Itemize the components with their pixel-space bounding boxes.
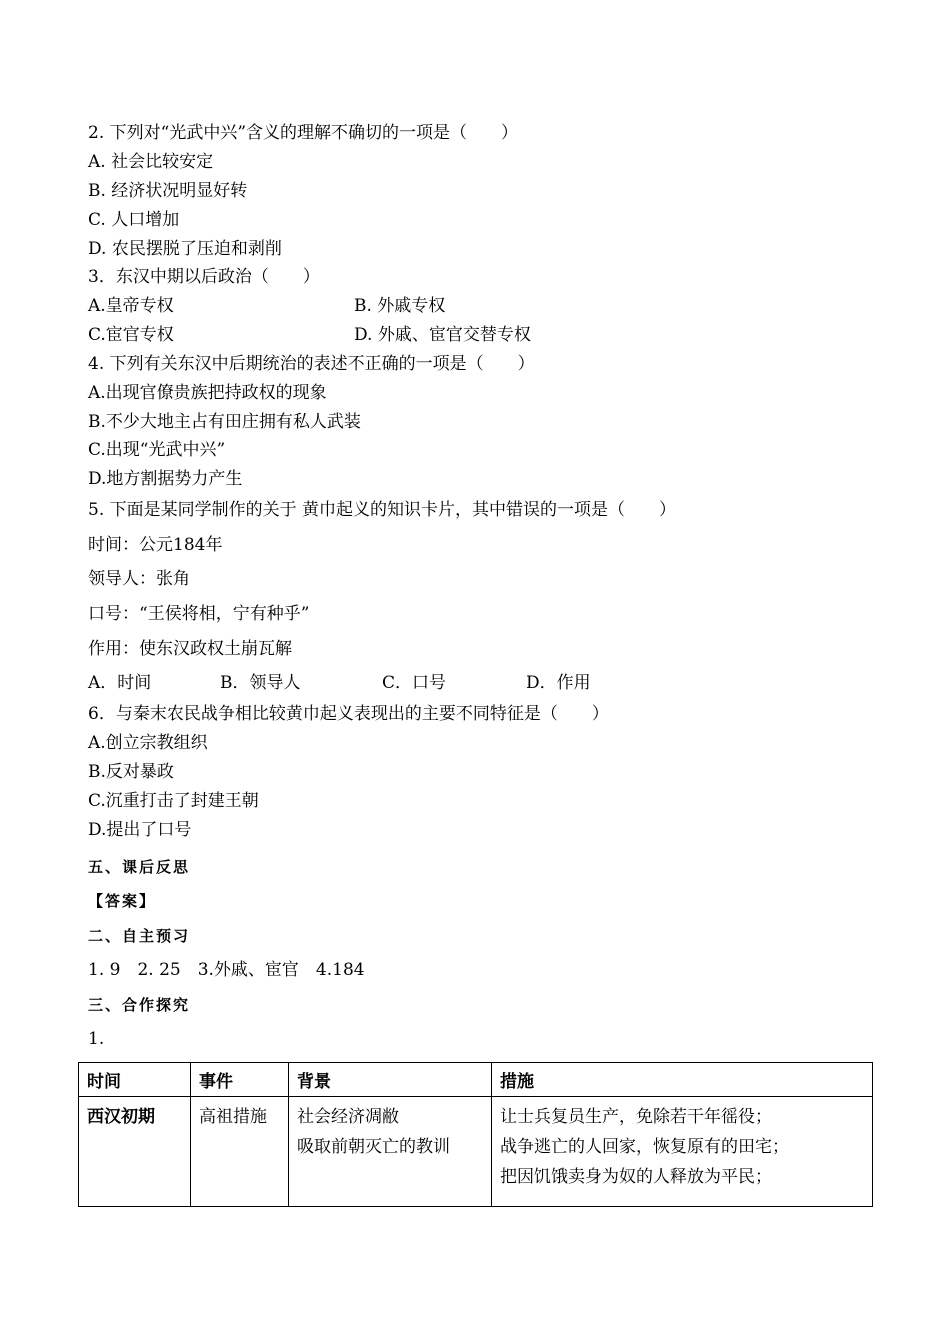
question-4-option-d: D.地方割据势力产生 — [88, 469, 243, 489]
knowledge-card-effect: 作用：使东汉政权土崩瓦解 — [88, 639, 292, 659]
question-5-option-b: B．领导人 — [220, 673, 301, 693]
background-line-2: 吸取前朝灭亡的教训 — [297, 1137, 450, 1157]
question-6-option-b: B.反对暴政 — [88, 762, 174, 782]
question-2-option-a: A. 社会比较安定 — [88, 152, 214, 172]
table-header-row — [79, 1063, 873, 1097]
question-3-option-b: B. 外戚专权 — [354, 296, 446, 316]
question-6-stem: 6．与秦末农民战争相比较黄巾起义表现出的主要不同特征是（ ） — [88, 704, 609, 724]
question-3-option-a: A.皇帝专权 — [88, 296, 174, 316]
cell-measures — [492, 1097, 873, 1207]
question-2-option-d: D. 农民摆脱了压迫和剥削 — [88, 239, 282, 259]
header-measures: 措施 — [492, 1063, 873, 1097]
question-6-option-d: D.提出了口号 — [88, 820, 192, 840]
question-6-option-c: C.沉重打击了封建王朝 — [88, 791, 259, 811]
question-4-stem: 4. 下列有关东汉中后期统治的表述不正确的一项是（ ） — [88, 354, 535, 374]
question-4-option-b: B.不少大地主占有田庄拥有私人武装 — [88, 412, 361, 432]
table-row — [79, 1097, 873, 1207]
header-time: 时间 — [79, 1063, 191, 1097]
cell-event: 高祖措施 — [191, 1097, 289, 1207]
question-5-stem: 5. 下面是某同学制作的关于 黄巾起义的知识卡片，其中错误的一项是（ ） — [88, 500, 677, 520]
header-background: 背景 — [289, 1063, 492, 1097]
header-event: 事件 — [191, 1063, 289, 1097]
question-2-option-b: B. 经济状况明显好转 — [88, 181, 248, 201]
question-4-option-c: C.出现“光武中兴” — [88, 440, 226, 460]
question-5-option-d: D．作用 — [526, 673, 591, 693]
section-reflection-heading: 五、课后反思 — [88, 858, 191, 876]
preview-answer-line: 1. 9 2. 25 3.外戚、宦官 4.184 — [88, 960, 365, 980]
explore-item-number: 1. — [88, 1029, 105, 1049]
knowledge-card-time: 时间：公元184年 — [88, 535, 223, 555]
background-line-1: 社会经济凋敝 — [297, 1107, 399, 1127]
question-6-option-a: A.创立宗教组织 — [88, 733, 208, 753]
section-preview-heading: 二、自主预习 — [88, 927, 191, 945]
question-3-option-d: D. 外戚、宦官交替专权 — [354, 325, 531, 345]
answers-heading: 【答案】 — [88, 892, 157, 910]
question-2-stem: 2. 下列对“光武中兴”含义的理解不确切的一项是（ ） — [88, 123, 519, 143]
cell-background — [289, 1097, 492, 1207]
cell-time: 西汉初期 — [79, 1097, 191, 1207]
section-explore-heading: 三、合作探究 — [88, 996, 191, 1014]
measure-line-2: 战争逃亡的人回家，恢复原有的田宅； — [500, 1137, 789, 1157]
knowledge-card-slogan: 口号：“王侯将相，宁有种乎” — [88, 604, 310, 624]
answer-table — [78, 1062, 873, 1207]
question-5-option-c: C．口号 — [382, 673, 447, 693]
question-2-option-c: C. 人口增加 — [88, 210, 180, 230]
knowledge-card-leader: 领导人：张角 — [88, 569, 190, 589]
question-5-option-a: A．时间 — [88, 673, 152, 693]
measure-line-1: 让士兵复员生产，免除若干年徭役； — [500, 1107, 772, 1127]
question-4-option-a: A.出现官僚贵族把持政权的现象 — [88, 383, 327, 403]
question-3-stem: 3．东汉中期以后政治（ ） — [88, 267, 320, 287]
question-3-option-c: C.宦官专权 — [88, 325, 174, 345]
measure-line-3: 把因饥饿卖身为奴的人释放为平民； — [500, 1167, 772, 1187]
